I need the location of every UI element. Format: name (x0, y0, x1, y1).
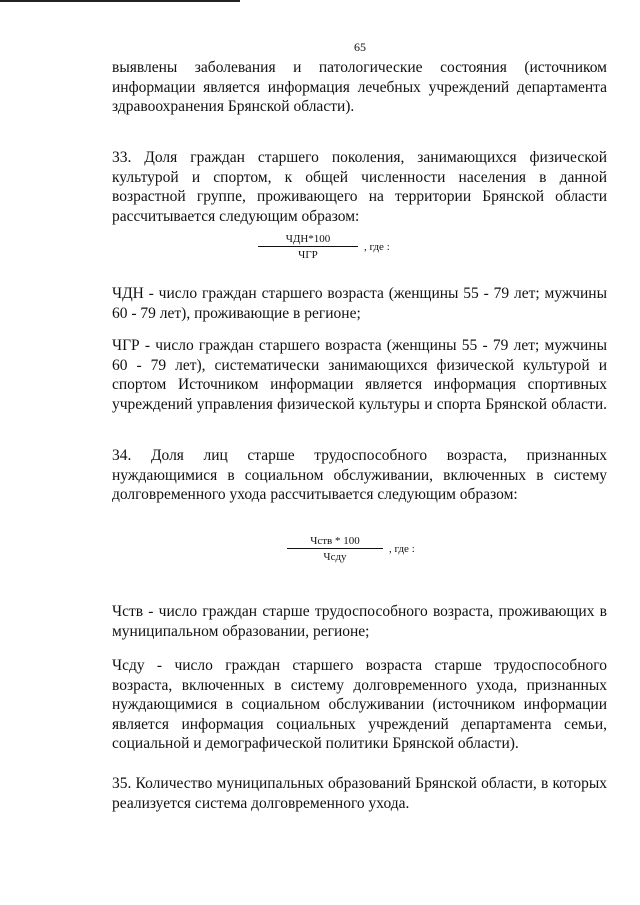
top-rule (0, 0, 240, 2)
formula-1-suffix: , где : (364, 241, 390, 253)
fraction-2 (287, 535, 383, 563)
formula-2-denominator: Чсду (323, 551, 347, 563)
fraction-1 (258, 233, 358, 261)
page-number: 65 (354, 40, 366, 54)
formula-chstv-chsdu (287, 535, 415, 563)
paragraph-chsdu-definition: Чсду - число граждан старшего возраста старше трудоспособного возраста, включенных в систему долговременного ухода, признанных нуждающимися в социальном обслуживании (источником информации является информация социальных учреждений департамента семьи, социальной и демографической политики Брянской области). (112, 657, 607, 752)
paragraph-chdn-definition: ЧДН - число граждан старшего возраста (женщины 55 - 79 лет; мужчины 60 - 79 лет), проживающие в регионе; (112, 285, 607, 322)
formula-1-denominator: ЧГР (298, 249, 318, 261)
formula-chdn-chgr (258, 233, 390, 261)
formula-2-numerator: Чств * 100 (287, 535, 383, 549)
paragraph-35: 35. Количество муниципальных образований Брянской области, в которых реализуется система долговременного ухода. (112, 775, 607, 812)
paragraph-chgr-definition: ЧГР - число граждан старшего возраста (женщины 55 - 79 лет; мужчины 60 - 79 лет), систематически занимающихся физической культурой и спортом Источником информации является информация спортивных учреждений управления физической культуры и спорта Брянской области. (112, 337, 607, 413)
formula-1-numerator: ЧДН*100 (258, 233, 358, 247)
paragraph-33: 33. Доля граждан старшего поколения, занимающихся физической культурой и спортом, к общей численности населения в данной возрастной группе, проживающего на территории Брянской области рассчитывается следующим образом: (112, 149, 607, 225)
paragraph-34: 34. Доля лиц старше трудоспособного возраста, признанных нуждающимися в социальном обслуживании, включенных в систему долговременного ухода рассчитывается следующим образом: (112, 447, 607, 503)
paragraph-intro: выявлены заболевания и патологические состояния (источником информации является информация лечебных учреждений департамента здравоохранения Брянской области). (112, 59, 607, 115)
formula-2-suffix: , где : (389, 543, 415, 555)
paragraph-chstv-definition: Чств - число граждан старше трудоспособного возраста, проживающих в муниципальном образовании, регионе; (112, 603, 607, 640)
